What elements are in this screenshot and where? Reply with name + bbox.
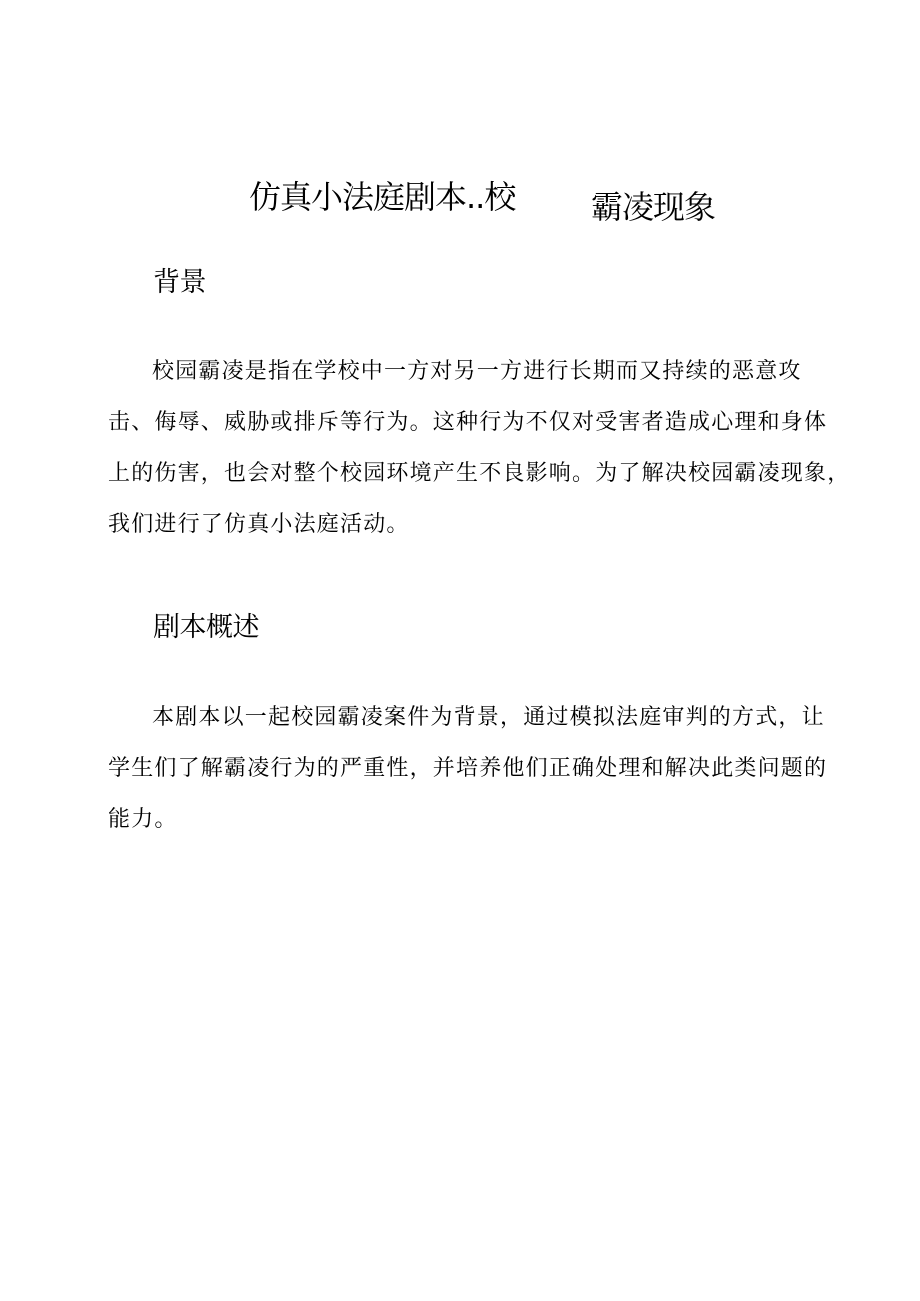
document-title	[0, 172, 920, 226]
script-overview-paragraph	[108, 692, 828, 845]
title-part-2: 霸凌现象	[591, 188, 716, 226]
section-heading-background: 背景	[153, 267, 206, 298]
background-paragraph	[108, 346, 851, 550]
title-part-1: 仿真小法庭剧本..校	[249, 178, 516, 216]
paragraph-line: 能力。	[108, 807, 178, 832]
paragraph-line: 校园霸凌是指在学校中一方对另一方进行长期而又持续的恶意攻	[152, 359, 802, 384]
paragraph-line: 上的伤害，也会对整个校园环境产生不良影响。为了解决校园霸凌现象，	[108, 461, 851, 486]
paragraph-line: 学生们了解霸凌行为的严重性，并培养他们正确处理和解决此类问题的	[108, 756, 828, 781]
paragraph-line: 击、侮辱、威胁或排斥等行为。这种行为不仅对受害者造成心理和身体	[108, 410, 828, 435]
paragraph-line: 我们进行了仿真小法庭活动。	[108, 512, 410, 537]
paragraph-line: 本剧本以一起校园霸凌案件为背景，通过模拟法庭审判的方式，让	[152, 705, 825, 730]
section-heading-script-overview: 剧本概述	[153, 612, 259, 643]
